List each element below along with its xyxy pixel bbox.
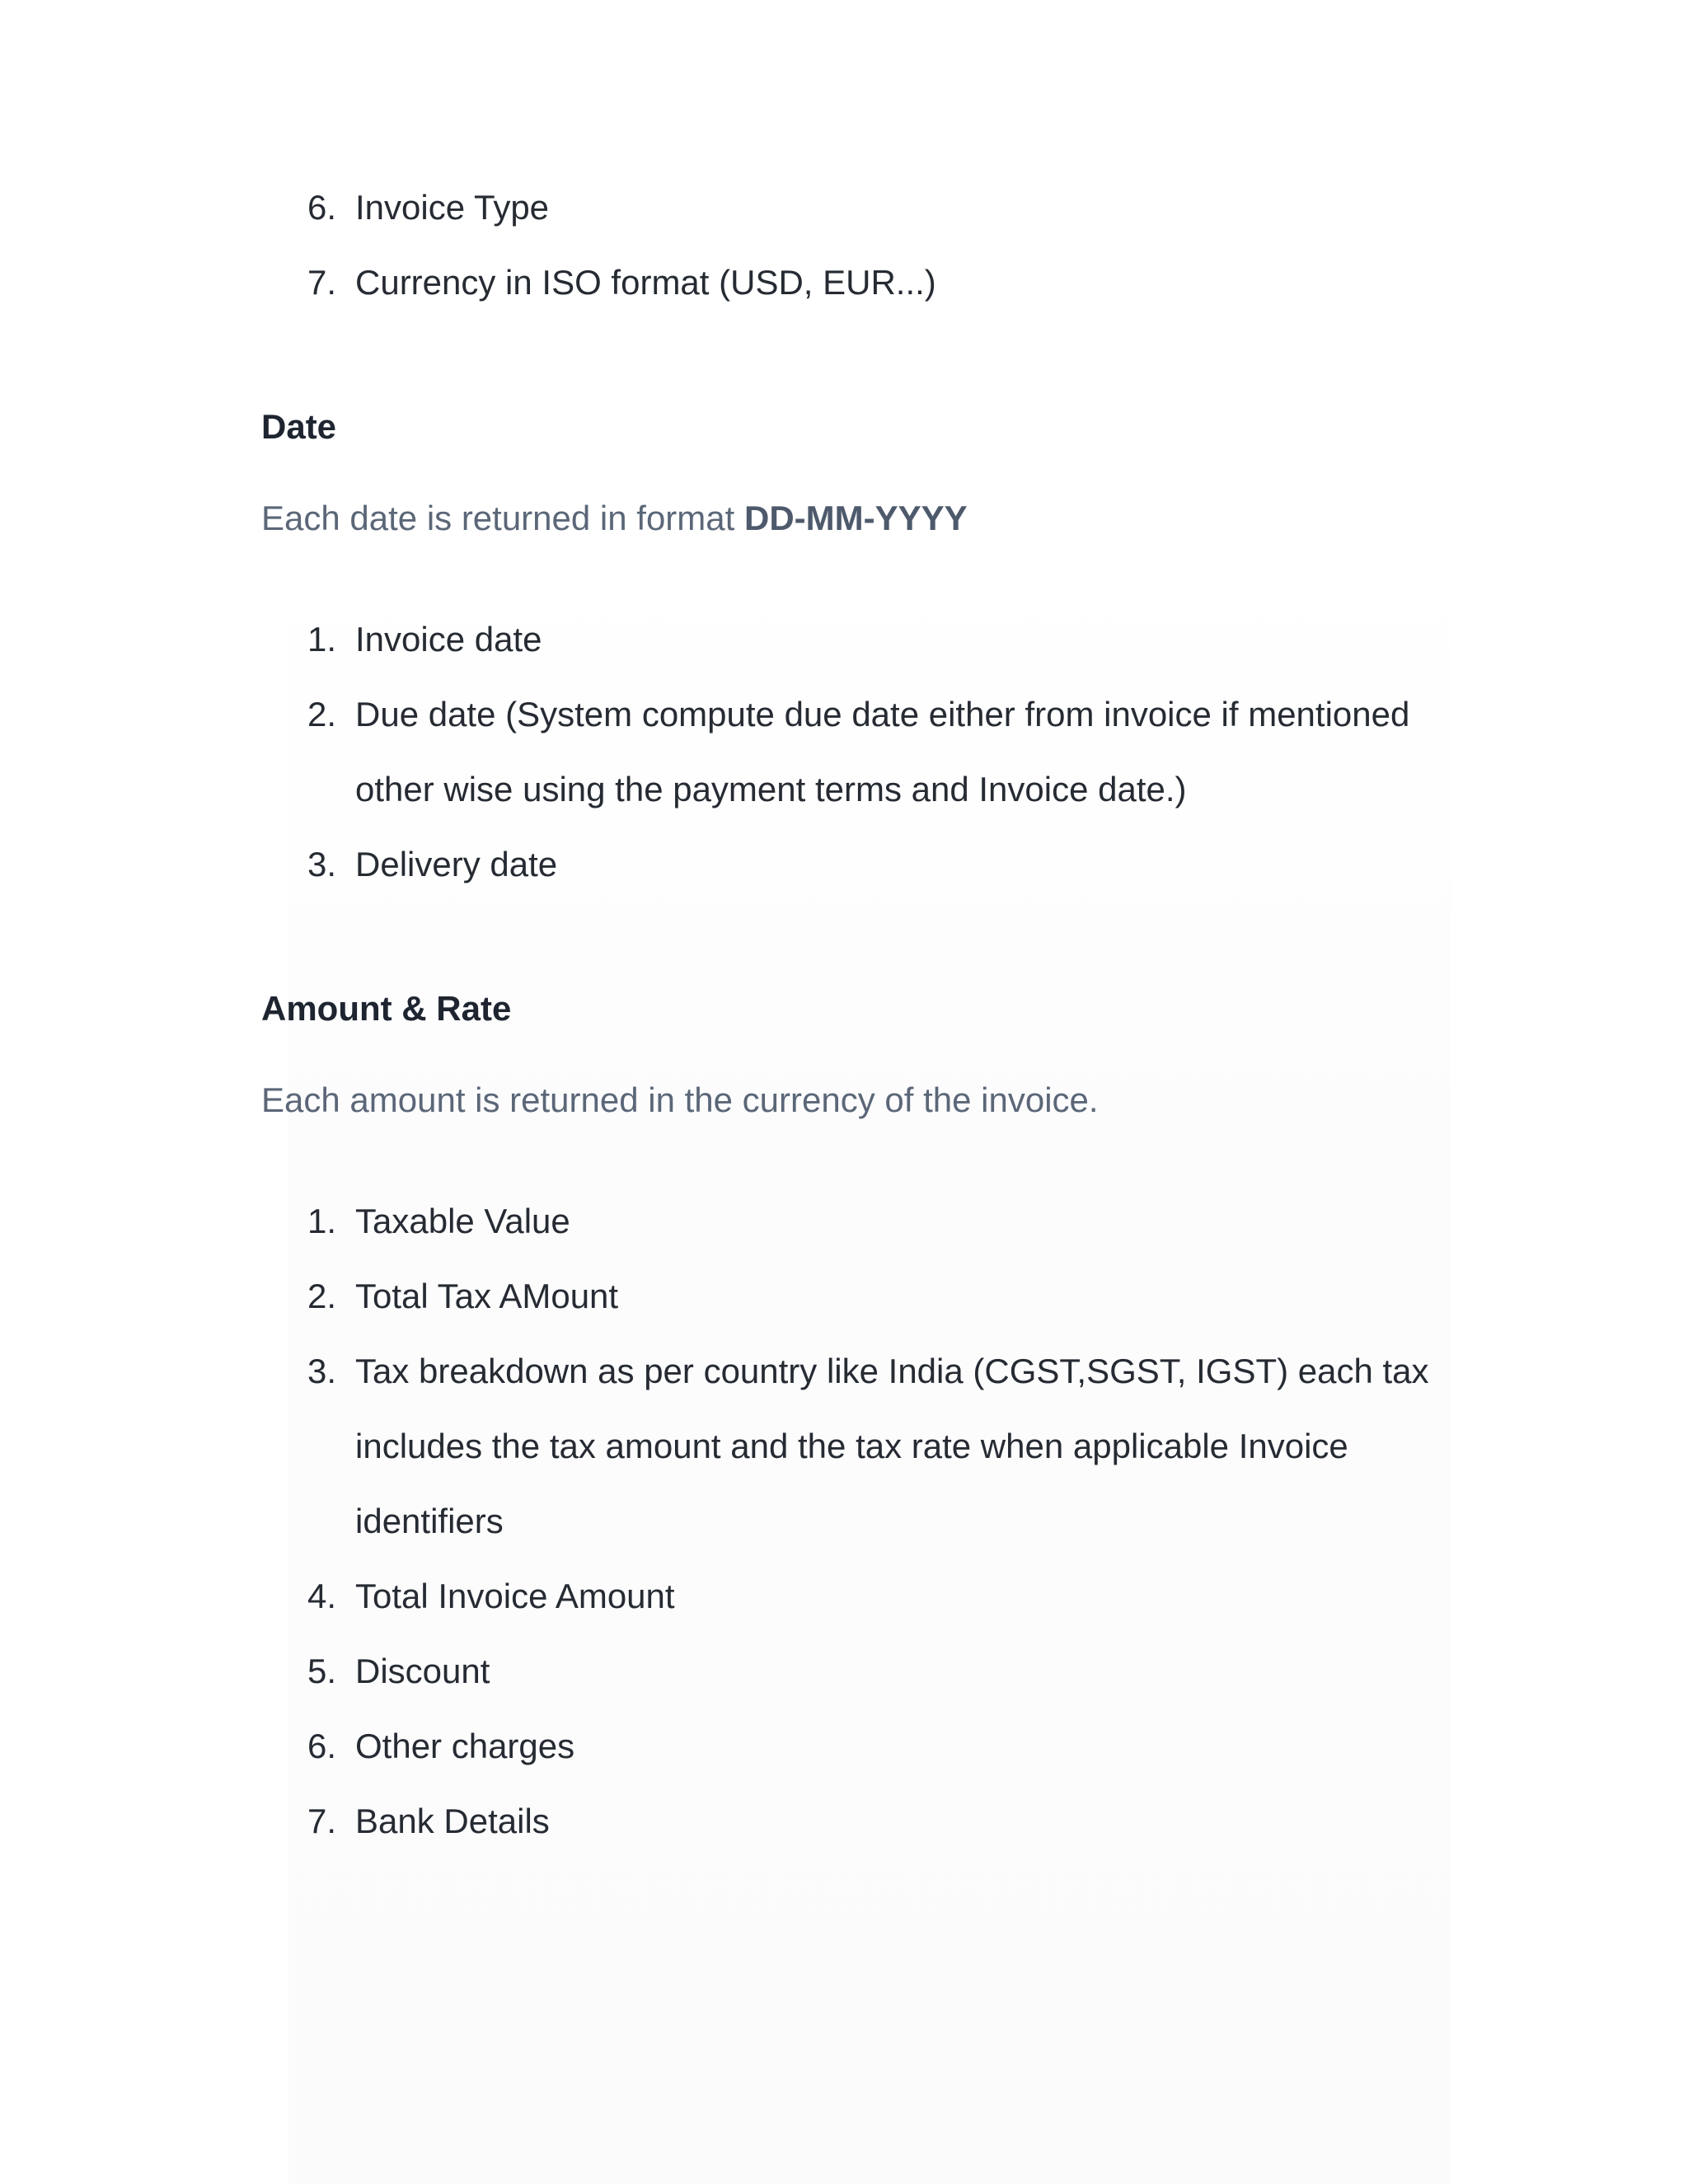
date-format-value: DD-MM-YYYY xyxy=(743,499,968,537)
amount-list xyxy=(261,1183,1456,1858)
list-item xyxy=(261,1633,1456,1708)
list-number: 1. xyxy=(307,1202,337,1240)
list-item xyxy=(261,1708,1456,1783)
list-number: 5. xyxy=(307,1652,337,1690)
list-item xyxy=(261,827,1456,902)
list-item-text: Invoice Type xyxy=(355,188,550,227)
list-item-text: Due date (System compute due date either from invoice if mentioned other wise using the payment terms and Invoice date.) xyxy=(355,695,1410,808)
list-number: 6. xyxy=(307,1727,337,1765)
list-item xyxy=(261,1258,1456,1333)
list-number: 2. xyxy=(307,1277,337,1315)
date-note-prefix: Each date is returned in format xyxy=(261,499,744,537)
list-item-text: Taxable Value xyxy=(355,1202,570,1240)
list-number: 7. xyxy=(307,1802,337,1840)
list-item xyxy=(261,1783,1456,1858)
list-item-text: Discount xyxy=(355,1652,490,1690)
list-item-text: Total Tax AMount xyxy=(355,1277,619,1315)
list-item-text: Other charges xyxy=(355,1727,575,1765)
list-number: 2. xyxy=(307,695,337,733)
list-item xyxy=(261,1183,1456,1258)
list-number: 6. xyxy=(307,188,337,227)
date-heading: Date xyxy=(261,407,337,446)
list-number: 1. xyxy=(307,620,337,658)
list-item xyxy=(261,602,1456,677)
list-item-text: Total Invoice Amount xyxy=(355,1577,675,1615)
date-format-note xyxy=(261,498,968,539)
date-list xyxy=(261,602,1456,902)
list-item xyxy=(261,1333,1456,1558)
list-item xyxy=(261,1558,1456,1633)
list-item xyxy=(261,677,1456,827)
list-item-text: Tax breakdown as per country like India (CGST,SGST, IGST) each tax includes the tax amount and the tax rate when applicable Invoice identifiers xyxy=(355,1352,1429,1540)
list-number: 3. xyxy=(307,845,337,883)
list-item-text: Bank Details xyxy=(355,1802,550,1840)
list-number: 3. xyxy=(307,1352,337,1390)
amount-heading: Amount & Rate xyxy=(261,989,512,1028)
list-top xyxy=(261,170,1456,320)
list-item-text: Currency in ISO format (USD, EUR...) xyxy=(355,263,936,302)
amount-note: Each amount is returned in the currency of the invoice. xyxy=(261,1080,1099,1119)
list-number: 4. xyxy=(307,1577,337,1615)
list-item-text: Invoice date xyxy=(355,620,542,658)
list-item-text: Delivery date xyxy=(355,845,558,883)
list-item xyxy=(261,245,1456,320)
list-number: 7. xyxy=(307,263,337,302)
list-item xyxy=(261,170,1456,245)
